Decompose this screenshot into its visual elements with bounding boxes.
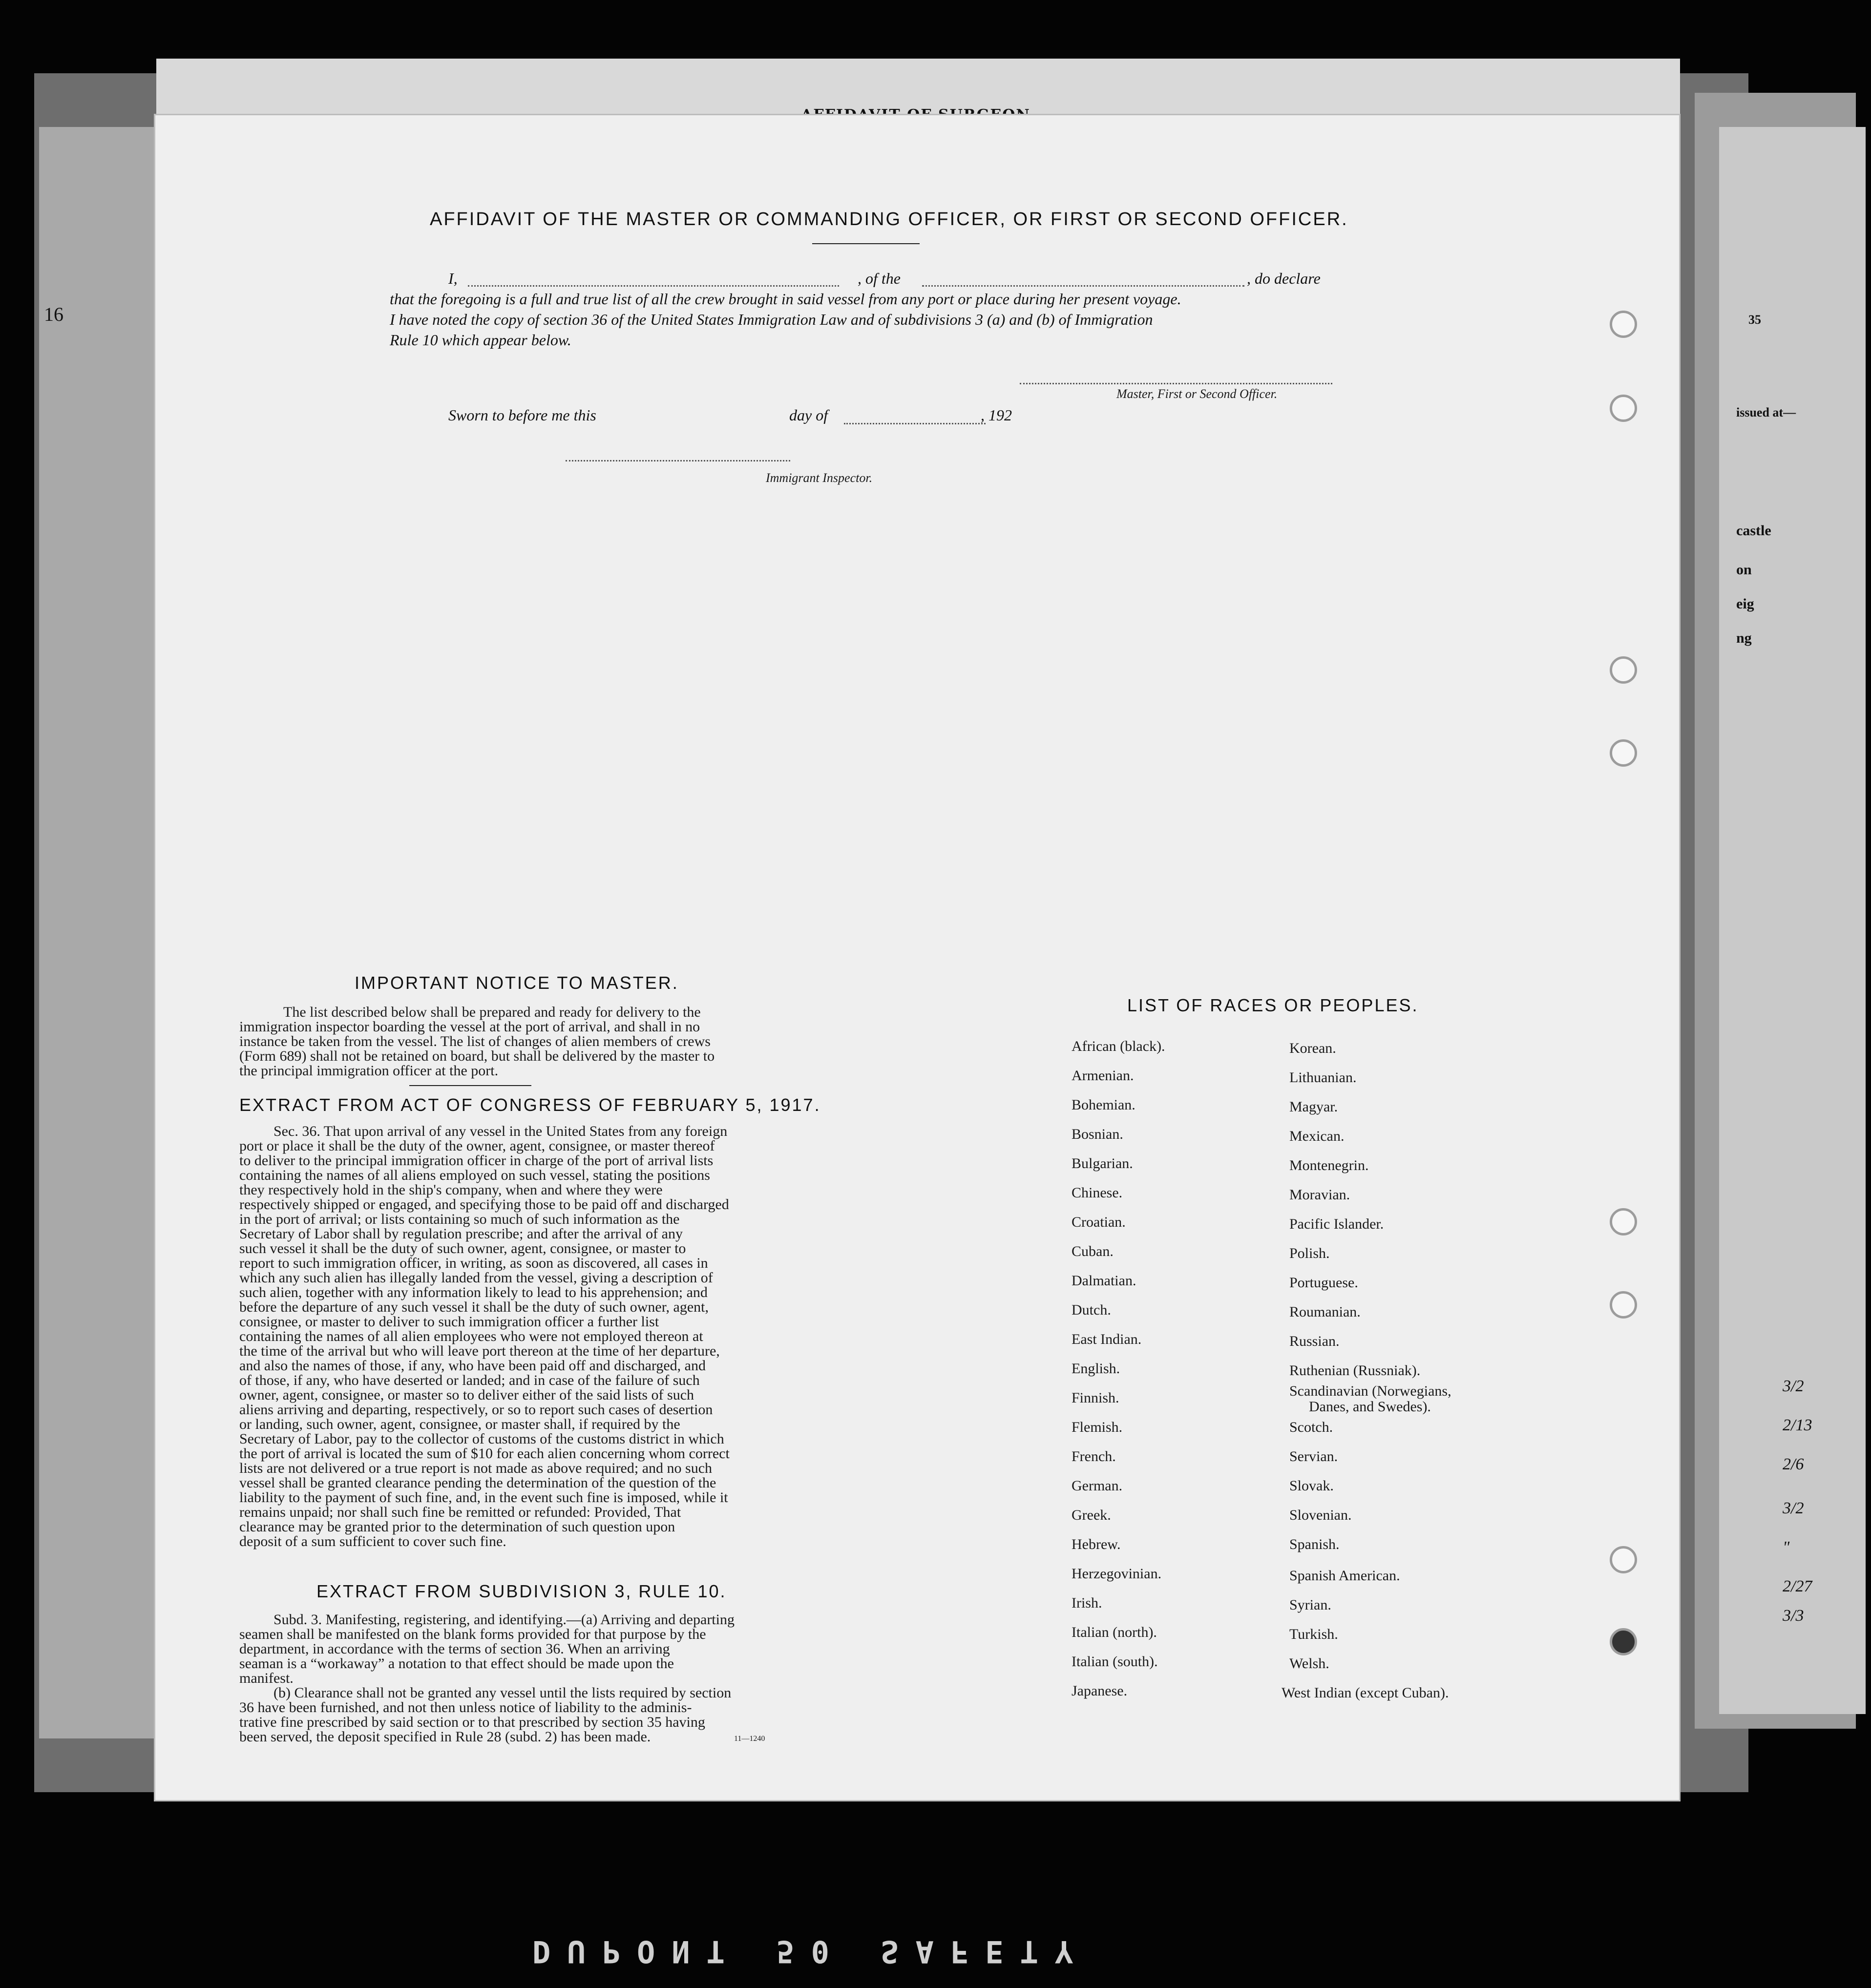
act-text [239,1124,730,1549]
declaration-i: I, [448,270,458,287]
act-line: respectively shipped or engaged, and specifying those to be paid off and discharged [239,1196,729,1213]
act-line: before the departure of any such vessel it shall be the duty of such owner, agent, [239,1299,709,1315]
margin-note: issued at— [1736,405,1796,419]
race-item: Servian. [1289,1448,1338,1465]
act-line: consignee, or master to deliver to such immigration officer a further list [239,1314,659,1330]
race-item: Slovak. [1289,1478,1334,1494]
binder-hole-icon [1610,739,1637,767]
act-line: Sec. 36. That upon arrival of any vessel in the United States from any foreign [273,1123,728,1139]
race-item: Mexican. [1289,1128,1345,1144]
race-item: Cuban. [1072,1243,1114,1259]
race-item: Ruthenian (Russniak). [1289,1362,1421,1379]
affidavit-heading: AFFIDAVIT OF THE MASTER OR COMMANDING OFFICER, OR FIRST OR SECOND OFFICER. [430,209,1348,230]
declaration-line-2: that the foregoing is a full and true list of all the crew brought in said vessel from any port or place during her present voyage. [390,290,1181,308]
race-item: Scandinavian (Norwegians, [1289,1383,1451,1399]
declaration-declare: , do declare [1247,270,1321,287]
race-item: Spanish American. [1289,1568,1400,1584]
side-fragment: on [1736,562,1752,578]
rule-line: been served, the deposit specified in Rule 28 (subd. 2) has been made. [239,1729,651,1745]
act-line: liability to the payment of such fine, and, in the event such fine is imposed, while it [239,1489,728,1506]
notice-line: the principal immigration officer at the port. [239,1063,499,1079]
race-item: African (black). [1072,1038,1165,1054]
rule-line: 36 have been furnished, and not then unless notice of liability to the adminis- [239,1699,692,1716]
binder-hole-icon [1610,1208,1637,1235]
race-item: Herzegovinian. [1072,1566,1162,1582]
sworn-date-field[interactable] [844,423,986,424]
act-heading: EXTRACT FROM ACT OF CONGRESS OF FEBRUARY 5, 1917. [239,1095,821,1115]
vessel-field[interactable] [922,285,1244,287]
act-line: to deliver to the principal immigration officer in charge of the port of arrival lists [239,1152,714,1169]
notice-line: instance be taken from the vessel. The list of changes of alien members of crews [239,1033,711,1049]
name-field[interactable] [468,285,839,287]
act-line: the port of arrival is located the sum of $10 for each alien concerning whom correct [239,1445,730,1462]
form-number: 11—1240 [734,1735,765,1743]
heading-rule [812,243,920,244]
page-number: 35 [1748,313,1761,327]
race-item: Welsh. [1289,1655,1329,1672]
handwritten-date: " [1783,1538,1790,1556]
rule-line: Subd. 3. Manifesting, registering, and identifying.—(a) Arriving and departing [273,1611,735,1628]
race-item: Flemish. [1072,1419,1123,1435]
rule-line: seamen shall be manifested on the blank forms provided for that purpose by the [239,1626,706,1642]
rule-heading: EXTRACT FROM SUBDIVISION 3, RULE 10. [316,1581,727,1601]
rule-line: (b) Clearance shall not be granted any vessel until the lists required by section [273,1685,732,1701]
right-manifest-sheet [1719,127,1866,1714]
act-line: clearance may be granted prior to the determination of such question upon [239,1519,675,1535]
sworn-day-of: day of [789,406,828,424]
act-line: containing the names of all alien employees who were not employed thereon at [239,1328,703,1344]
rule-line: trative fine prescribed by said section or to that prescribed by section 35 having [239,1714,705,1730]
race-item: Chinese. [1072,1185,1123,1201]
act-line: in the port of arrival; or lists containing so much of such information as the [239,1211,680,1227]
declaration-of-the: , of the [858,270,901,287]
race-item: East Indian. [1072,1331,1142,1347]
race-item: Slovenian. [1289,1507,1352,1523]
race-item: Bohemian. [1072,1097,1135,1113]
act-line: deposit of a sum sufficient to cover such fine. [239,1533,506,1549]
notice-line: The list described below shall be prepared and ready for delivery to the [283,1004,701,1020]
race-item: Croatian. [1072,1214,1126,1230]
side-fragment: 16 [44,303,63,325]
binder-hole-icon [1610,311,1637,338]
race-item: Roumanian. [1289,1304,1361,1320]
race-item: Russian. [1289,1333,1340,1349]
binder-hole-icon [1610,656,1637,684]
notice-text [239,1005,715,1078]
race-item: West Indian (except Cuban). [1282,1685,1449,1701]
race-item: Korean. [1289,1040,1336,1056]
act-line: vessel shall be granted clearance pending the determination of the question of the [239,1475,716,1491]
act-line: lists are not delivered or a true report is not made as above required; and no such [239,1460,713,1476]
signature-line[interactable] [1020,383,1332,384]
race-item: Dutch. [1072,1302,1111,1318]
race-item: Scotch. [1289,1419,1333,1435]
race-item: Bosnian. [1072,1126,1123,1142]
race-item: Moravian. [1289,1187,1350,1203]
rule-line: seaman is a “workaway” a notation to that effect should be made upon the [239,1655,674,1672]
race-item: Italian (north). [1072,1624,1157,1640]
race-item: Greek. [1072,1507,1111,1523]
rule-line: department, in accordance with the terms of section 36. When an arriving [239,1641,670,1657]
act-line: owner, agent, consignee, or master so to deliver either of the said lists of such [239,1387,694,1403]
race-item: Bulgarian. [1072,1155,1133,1172]
handwritten-date: 2/6 [1783,1455,1804,1473]
inspector-signature-line[interactable] [566,460,790,461]
affidavit-page [155,115,1679,1800]
act-line: Secretary of Labor, pay to the collector of customs of the customs district in which [239,1431,724,1447]
handwritten-date: 3/2 [1783,1377,1804,1395]
side-fragment: castle [1736,523,1771,539]
race-item: Portuguese. [1289,1275,1358,1291]
act-line: containing the names of all aliens employed on such vessel, stating the positions [239,1167,710,1183]
rule-line: manifest. [239,1670,294,1686]
rule-text [239,1612,735,1744]
race-item: Syrian. [1289,1597,1331,1613]
act-line: the time of the arrival but who will leave port thereon at the time of her departure, [239,1343,720,1359]
film-edge-marking: DUPONT 50 SAFETY [532,1934,1090,1969]
race-item: Polish. [1289,1245,1330,1261]
side-fragment: ng [1736,630,1752,646]
handwritten-date: 3/2 [1783,1499,1804,1517]
handwritten-date: 2/13 [1783,1416,1812,1434]
act-line: remains unpaid; nor shall such fine be remitted or refunded: Provided, That [239,1504,681,1520]
handwritten-date: 3/3 [1783,1607,1804,1625]
race-item: Armenian. [1072,1067,1134,1084]
notice-heading: IMPORTANT NOTICE TO MASTER. [355,973,679,993]
race-item: Hebrew. [1072,1536,1121,1552]
binder-hole-icon [1610,1546,1637,1573]
sworn-prefix: Sworn to before me this [448,406,596,424]
act-line: report to such immigration officer, in writing, as soon as discovered, all cases in [239,1255,708,1271]
race-item: Spanish. [1289,1536,1340,1552]
race-item: Dalmatian. [1072,1273,1136,1289]
race-item: Pacific Islander. [1289,1216,1384,1232]
act-line: they respectively hold in the ship's company, when and where they were [239,1182,663,1198]
act-line: Secretary of Labor shall by regulation prescribe; and after the arrival of any [239,1226,683,1242]
notice-rule [409,1085,531,1086]
race-item: Irish. [1072,1595,1102,1611]
race-item: Magyar. [1289,1099,1338,1115]
races-heading: LIST OF RACES OR PEOPLES. [1127,995,1419,1015]
side-fragment: eig [1736,596,1754,612]
signature-label: Master, First or Second Officer. [1116,387,1278,401]
race-item: English. [1072,1360,1120,1377]
act-line: port or place it shall be the duty of the owner, agent, consignee, or master thereof [239,1138,715,1154]
binder-hole-icon [1610,1291,1637,1318]
act-line: such alien, together with any information likely to lead to his apprehension; and [239,1284,708,1300]
act-line: of those, if any, who have deserted or landed; and in case of the failure of such [239,1372,700,1388]
race-item: Montenegrin. [1289,1157,1369,1173]
act-line: or landing, such owner, agent, consignee, or master shall, if required by the [239,1416,680,1432]
inspector-label: Immigrant Inspector. [766,471,873,485]
race-item: Turkish. [1289,1626,1338,1642]
notice-line: (Form 689) shall not be retained on board, but shall be delivered by the master to [239,1048,715,1064]
race-item: French. [1072,1448,1116,1465]
notice-line: immigration inspector boarding the vessel at the port of arrival, and shall in no [239,1019,700,1035]
act-line: and also the names of those, if any, who have been paid off and discharged, and [239,1358,706,1374]
race-item: Danes, and Swedes). [1309,1399,1431,1415]
race-item: Lithuanian. [1289,1069,1357,1086]
race-item: Italian (south). [1072,1653,1158,1670]
act-line: aliens arriving and departing, respectively, or so to report such cases of desertion [239,1402,713,1418]
race-item: Japanese. [1072,1683,1128,1699]
left-underlying-page [39,127,161,1738]
handwritten-date: 2/27 [1783,1577,1812,1595]
binder-hole-icon [1610,1628,1637,1655]
declaration-line-3: I have noted the copy of section 36 of the United States Immigration Law and of subdivisions 3 (a) and (b) of Immigration [390,311,1153,328]
race-item: German. [1072,1478,1123,1494]
binder-hole-icon [1610,395,1637,422]
act-line: such vessel it shall be the duty of such owner, agent, consignee, or master to [239,1240,686,1256]
race-item: Finnish. [1072,1390,1119,1406]
sworn-year: , 192 [981,406,1012,424]
act-line: which any such alien has illegally landed from the vessel, giving a description of [239,1270,713,1286]
declaration-line-4: Rule 10 which appear below. [390,331,571,349]
